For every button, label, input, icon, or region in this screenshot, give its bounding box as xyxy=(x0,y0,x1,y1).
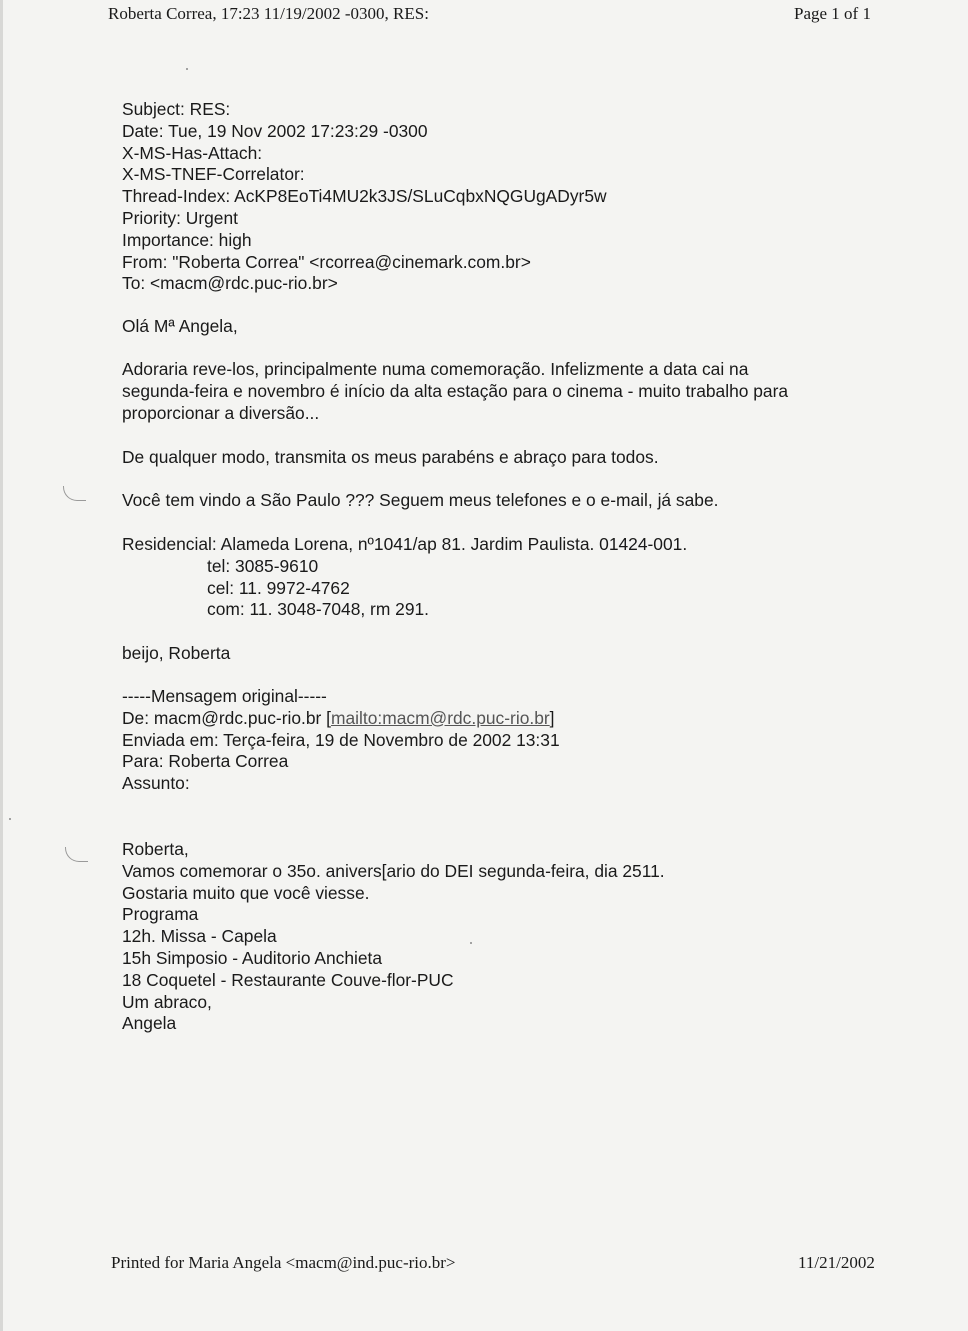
original-sent: Enviada em: Terça-feira, 19 de Novembro de 2002 13:31 xyxy=(122,729,560,750)
paragraph-line: Você tem vindo a São Paulo ??? Seguem meus telefones e o e-mail, já sabe. xyxy=(122,490,719,510)
header-priority: Priority: Urgent xyxy=(122,207,238,228)
header-thread-index: Thread-Index: AcKP8EoTi4MU2k3JS/SLuCqbxNQGUgADyr5w xyxy=(122,186,607,207)
mailto-link[interactable]: mailto:macm@rdc.puc-rio.br xyxy=(331,707,550,728)
signoff xyxy=(122,643,230,665)
print-header-title: Roberta Correa, 17:23 11/19/2002 -0300, RES: xyxy=(108,4,429,23)
quoted-line: Programa xyxy=(122,904,199,925)
header-date: Date: Tue, 19 Nov 2002 17:23:29 -0300 xyxy=(122,120,428,141)
header-subject: Subject: RES: xyxy=(122,99,231,119)
greeting xyxy=(122,316,238,338)
header-tnef-correlator: X-MS-TNEF-Correlator: xyxy=(122,164,305,185)
scan-speck xyxy=(9,818,11,820)
residential-address: Residencial: Alameda Lorena, nº1041/ap 81. Jardim Paulista. 01424-001. xyxy=(122,534,688,554)
original-from-suffix: ] xyxy=(549,707,555,728)
quoted-line: Gostaria muito que você viesse. xyxy=(122,882,370,903)
address-block xyxy=(122,534,687,621)
phone-tel: tel: 3085-9610 xyxy=(207,555,319,576)
phone-cel: cel: 11. 9972-4762 xyxy=(207,577,350,598)
print-footer-date: 11/21/2002 xyxy=(798,1253,875,1272)
original-message-header xyxy=(122,686,560,795)
quoted-line: Angela xyxy=(122,1013,177,1034)
paragraph-line: proporcionar a diversão... xyxy=(122,402,320,423)
original-from-prefix: De: macm@rdc.puc-rio.br [ xyxy=(122,707,331,728)
paragraph-2 xyxy=(122,447,659,469)
header-has-attach: X-MS-Has-Attach: xyxy=(122,142,263,163)
greeting-text: Olá Mª Angela, xyxy=(122,316,238,336)
phone-com: com: 11. 3048-7048, rm 291. xyxy=(207,599,430,620)
page-edge-shadow xyxy=(0,0,3,1331)
scan-speck xyxy=(470,942,472,944)
quoted-line: 15h Simposio - Auditorio Anchieta xyxy=(122,947,383,968)
quoted-line: 12h. Missa - Capela xyxy=(122,926,277,947)
original-from xyxy=(122,708,560,730)
original-message-separator: -----Mensagem original----- xyxy=(122,686,327,706)
original-to: Para: Roberta Correa xyxy=(122,751,289,772)
quoted-line: Vamos comemorar o 35o. anivers[ario do DEI segunda-feira, dia 2511. xyxy=(122,860,665,881)
email-headers xyxy=(122,99,607,295)
signoff-text: beijo, Roberta xyxy=(122,643,231,663)
print-header-page-number: Page 1 of 1 xyxy=(794,4,871,23)
punch-hole-mark xyxy=(65,847,88,862)
quoted-line: Roberta, xyxy=(122,839,189,859)
paragraph-3 xyxy=(122,490,718,512)
quoted-line: Um abraco, xyxy=(122,991,212,1012)
print-footer-printed-for: Printed for Maria Angela <macm@ind.puc-rio.br> xyxy=(111,1253,456,1272)
paragraph-1 xyxy=(122,359,788,424)
paragraph-line: Adoraria reve-los, principalmente numa comemoração. Infelizmente a data cai na xyxy=(122,359,749,379)
quoted-line: 18 Coquetel - Restaurante Couve-flor-PUC xyxy=(122,969,454,990)
scan-speck xyxy=(186,68,188,70)
punch-hole-mark xyxy=(63,486,86,501)
paragraph-line: De qualquer modo, transmita os meus parabéns e abraço para todos. xyxy=(122,447,659,467)
header-from: From: "Roberta Correa" <rcorrea@cinemark.com.br> xyxy=(122,251,531,272)
header-to: To: <macm@rdc.puc-rio.br> xyxy=(122,273,338,294)
header-importance: Importance: high xyxy=(122,229,252,250)
paragraph-line: segunda-feira e novembro é início da alta estação para o cinema - muito trabalho para xyxy=(122,380,789,401)
quoted-body xyxy=(122,839,665,1035)
original-subject: Assunto: xyxy=(122,773,190,794)
